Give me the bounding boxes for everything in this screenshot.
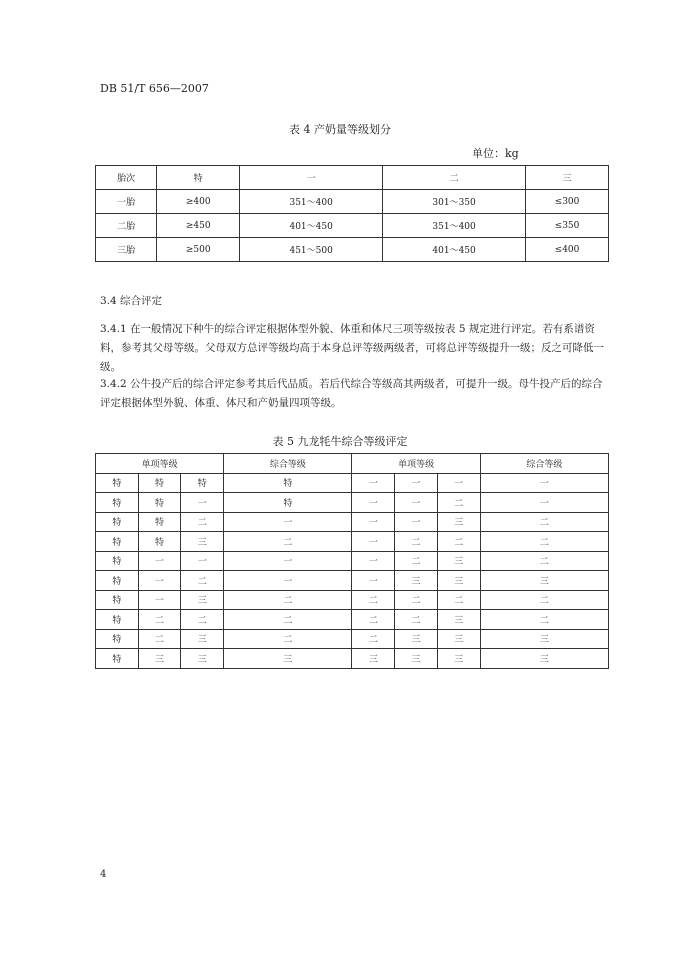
table5-cell: 二 bbox=[480, 590, 608, 610]
table5-cell: 一 bbox=[138, 590, 181, 610]
table5-cell: 二 bbox=[437, 532, 480, 552]
table5-cell: 一 bbox=[352, 493, 395, 513]
table5-cell: 特 bbox=[138, 512, 181, 532]
table4-cell: 451～500 bbox=[240, 238, 383, 262]
table5-cell: 三 bbox=[437, 551, 480, 571]
table5-cell: 二 bbox=[480, 610, 608, 630]
table5-cell: 一 bbox=[138, 571, 181, 591]
table4-cell: 351～400 bbox=[383, 214, 526, 238]
table5-cell: 一 bbox=[395, 512, 438, 532]
table4-milk-yield-grades bbox=[95, 165, 609, 262]
table5-cell: 特 bbox=[96, 629, 139, 649]
table4-header-cell: 特 bbox=[157, 166, 240, 190]
table4-unit: 单位：kg bbox=[472, 147, 519, 160]
table5-cell: 特 bbox=[96, 610, 139, 630]
table5-cell: 特 bbox=[96, 512, 139, 532]
table4-cell: ≥500 bbox=[157, 238, 240, 262]
section-heading: 3.4 综合评定 bbox=[100, 295, 163, 307]
table-row bbox=[96, 190, 609, 214]
table5-header-cell: 单项等级 bbox=[352, 454, 480, 474]
table5-cell: 三 bbox=[437, 649, 480, 669]
table-row bbox=[96, 590, 609, 610]
table4-cell: 三胎 bbox=[96, 238, 157, 262]
table5-cell: 三 bbox=[224, 649, 352, 669]
table5-cell: 二 bbox=[352, 590, 395, 610]
table5-cell: 一 bbox=[437, 473, 480, 493]
table4-cell: ≤400 bbox=[526, 238, 609, 262]
paragraph-3-4-2: 3.4.2 公牛投产后的综合评定参考其后代品质。若后代综合等级高其两级者，可提升一级。母牛投产后的综合评定根据体型外貌、体重、体尺和产奶量四项等级。 bbox=[100, 378, 603, 409]
table-row bbox=[96, 493, 609, 513]
table5-cell: 二 bbox=[181, 571, 224, 591]
table5-cell: 特 bbox=[224, 473, 352, 493]
table5-cell: 一 bbox=[224, 571, 352, 591]
table5-cell: 二 bbox=[480, 512, 608, 532]
table5-header-cell: 单项等级 bbox=[96, 454, 224, 474]
table4-header-cell: 二 bbox=[383, 166, 526, 190]
table-row bbox=[96, 649, 609, 669]
table5-cell: 特 bbox=[96, 493, 139, 513]
table5-cell: 二 bbox=[181, 610, 224, 630]
page-number: 4 bbox=[100, 869, 107, 880]
table5-cell: 三 bbox=[138, 649, 181, 669]
table5-cell: 三 bbox=[437, 571, 480, 591]
table5-cell: 三 bbox=[480, 571, 608, 591]
table5-cell: 二 bbox=[437, 493, 480, 513]
table5-cell: 一 bbox=[224, 512, 352, 532]
table5-cell: 三 bbox=[395, 571, 438, 591]
table4-cell: 二胎 bbox=[96, 214, 157, 238]
table5-header-row bbox=[96, 454, 609, 474]
table4-title: 表 4 产奶量等级划分 bbox=[289, 123, 391, 136]
table5-cell: 特 bbox=[96, 590, 139, 610]
table5-cell: 一 bbox=[181, 493, 224, 513]
table5-cell: 特 bbox=[96, 532, 139, 552]
table4-header-cell: 三 bbox=[526, 166, 609, 190]
table5-title: 表 5 九龙牦牛综合等级评定 bbox=[272, 435, 408, 448]
table5-cell: 二 bbox=[352, 610, 395, 630]
table4-header-cell: 胎次 bbox=[96, 166, 157, 190]
table5-cell: 三 bbox=[181, 649, 224, 669]
table5-header-cell: 综合等级 bbox=[224, 454, 352, 474]
table5-cell: 一 bbox=[352, 571, 395, 591]
table5-cell: 特 bbox=[181, 473, 224, 493]
table4-cell: 401～450 bbox=[240, 214, 383, 238]
table5-cell: 特 bbox=[138, 473, 181, 493]
table5-header-cell: 综合等级 bbox=[480, 454, 608, 474]
table5-cell: 特 bbox=[96, 649, 139, 669]
table5-cell: 二 bbox=[138, 610, 181, 630]
table5-cell: 一 bbox=[138, 551, 181, 571]
table5-cell: 二 bbox=[138, 629, 181, 649]
table5-cell: 二 bbox=[480, 551, 608, 571]
table5-cell: 一 bbox=[352, 551, 395, 571]
table5-cell: 三 bbox=[352, 649, 395, 669]
table4-cell: 401～450 bbox=[383, 238, 526, 262]
table4-header-row bbox=[96, 166, 609, 190]
table5-cell: 特 bbox=[138, 493, 181, 513]
table5-cell: 三 bbox=[480, 649, 608, 669]
table5-cell: 特 bbox=[96, 473, 139, 493]
table5-comprehensive-grades bbox=[95, 453, 609, 669]
table5-cell: 特 bbox=[224, 493, 352, 513]
table5-cell: 二 bbox=[395, 610, 438, 630]
table-row bbox=[96, 512, 609, 532]
table5-cell: 三 bbox=[181, 532, 224, 552]
table-row bbox=[96, 610, 609, 630]
table5-cell: 二 bbox=[395, 551, 438, 571]
table5-cell: 三 bbox=[437, 629, 480, 649]
table5-cell: 一 bbox=[352, 512, 395, 532]
table-row bbox=[96, 473, 609, 493]
table4-cell: ≤350 bbox=[526, 214, 609, 238]
table-row bbox=[96, 238, 609, 262]
table5-cell: 三 bbox=[480, 629, 608, 649]
table5-cell: 三 bbox=[181, 629, 224, 649]
table5-cell: 二 bbox=[437, 590, 480, 610]
table5-cell: 一 bbox=[480, 473, 608, 493]
paragraph-3-4-1: 3.4.1 在一般情况下种牛的综合评定根据体型外貌、体重和体尺三项等级按表 5 规定进行评定。若有系谱资料，参考其父母等级。父母双方总评等级均高于本身总评等级两级者，可将总评等级提升一级；反之可降低一级。 bbox=[100, 323, 604, 373]
table5-cell: 特 bbox=[96, 571, 139, 591]
table5-cell: 三 bbox=[181, 590, 224, 610]
table-row bbox=[96, 571, 609, 591]
table4-cell: 一胎 bbox=[96, 190, 157, 214]
table5-cell: 二 bbox=[224, 610, 352, 630]
table5-cell: 二 bbox=[224, 590, 352, 610]
table5-cell: 二 bbox=[352, 629, 395, 649]
table-row bbox=[96, 532, 609, 552]
table5-cell: 二 bbox=[480, 532, 608, 552]
table-row bbox=[96, 629, 609, 649]
table4-cell: ≥400 bbox=[157, 190, 240, 214]
table4-cell: ≤300 bbox=[526, 190, 609, 214]
table5-cell: 二 bbox=[395, 590, 438, 610]
table5-cell: 一 bbox=[480, 493, 608, 513]
table-row bbox=[96, 551, 609, 571]
table4-header-cell: 一 bbox=[240, 166, 383, 190]
table5-cell: 特 bbox=[96, 551, 139, 571]
table4-cell: 301～350 bbox=[383, 190, 526, 214]
table5-cell: 三 bbox=[395, 649, 438, 669]
table5-cell: 二 bbox=[224, 629, 352, 649]
document-header: DB 51/T 656—2007 bbox=[100, 82, 209, 95]
table5-cell: 一 bbox=[395, 473, 438, 493]
table5-cell: 一 bbox=[181, 551, 224, 571]
table5-cell: 三 bbox=[395, 629, 438, 649]
table4-cell: ≥450 bbox=[157, 214, 240, 238]
table5-cell: 二 bbox=[181, 512, 224, 532]
table-row bbox=[96, 214, 609, 238]
table5-cell: 一 bbox=[352, 532, 395, 552]
table5-cell: 三 bbox=[437, 610, 480, 630]
table5-cell: 一 bbox=[224, 551, 352, 571]
table5-cell: 一 bbox=[395, 493, 438, 513]
table5-cell: 二 bbox=[395, 532, 438, 552]
table5-cell: 特 bbox=[138, 532, 181, 552]
table5-cell: 一 bbox=[352, 473, 395, 493]
table5-cell: 三 bbox=[437, 512, 480, 532]
table5-cell: 二 bbox=[224, 532, 352, 552]
table4-cell: 351～400 bbox=[240, 190, 383, 214]
